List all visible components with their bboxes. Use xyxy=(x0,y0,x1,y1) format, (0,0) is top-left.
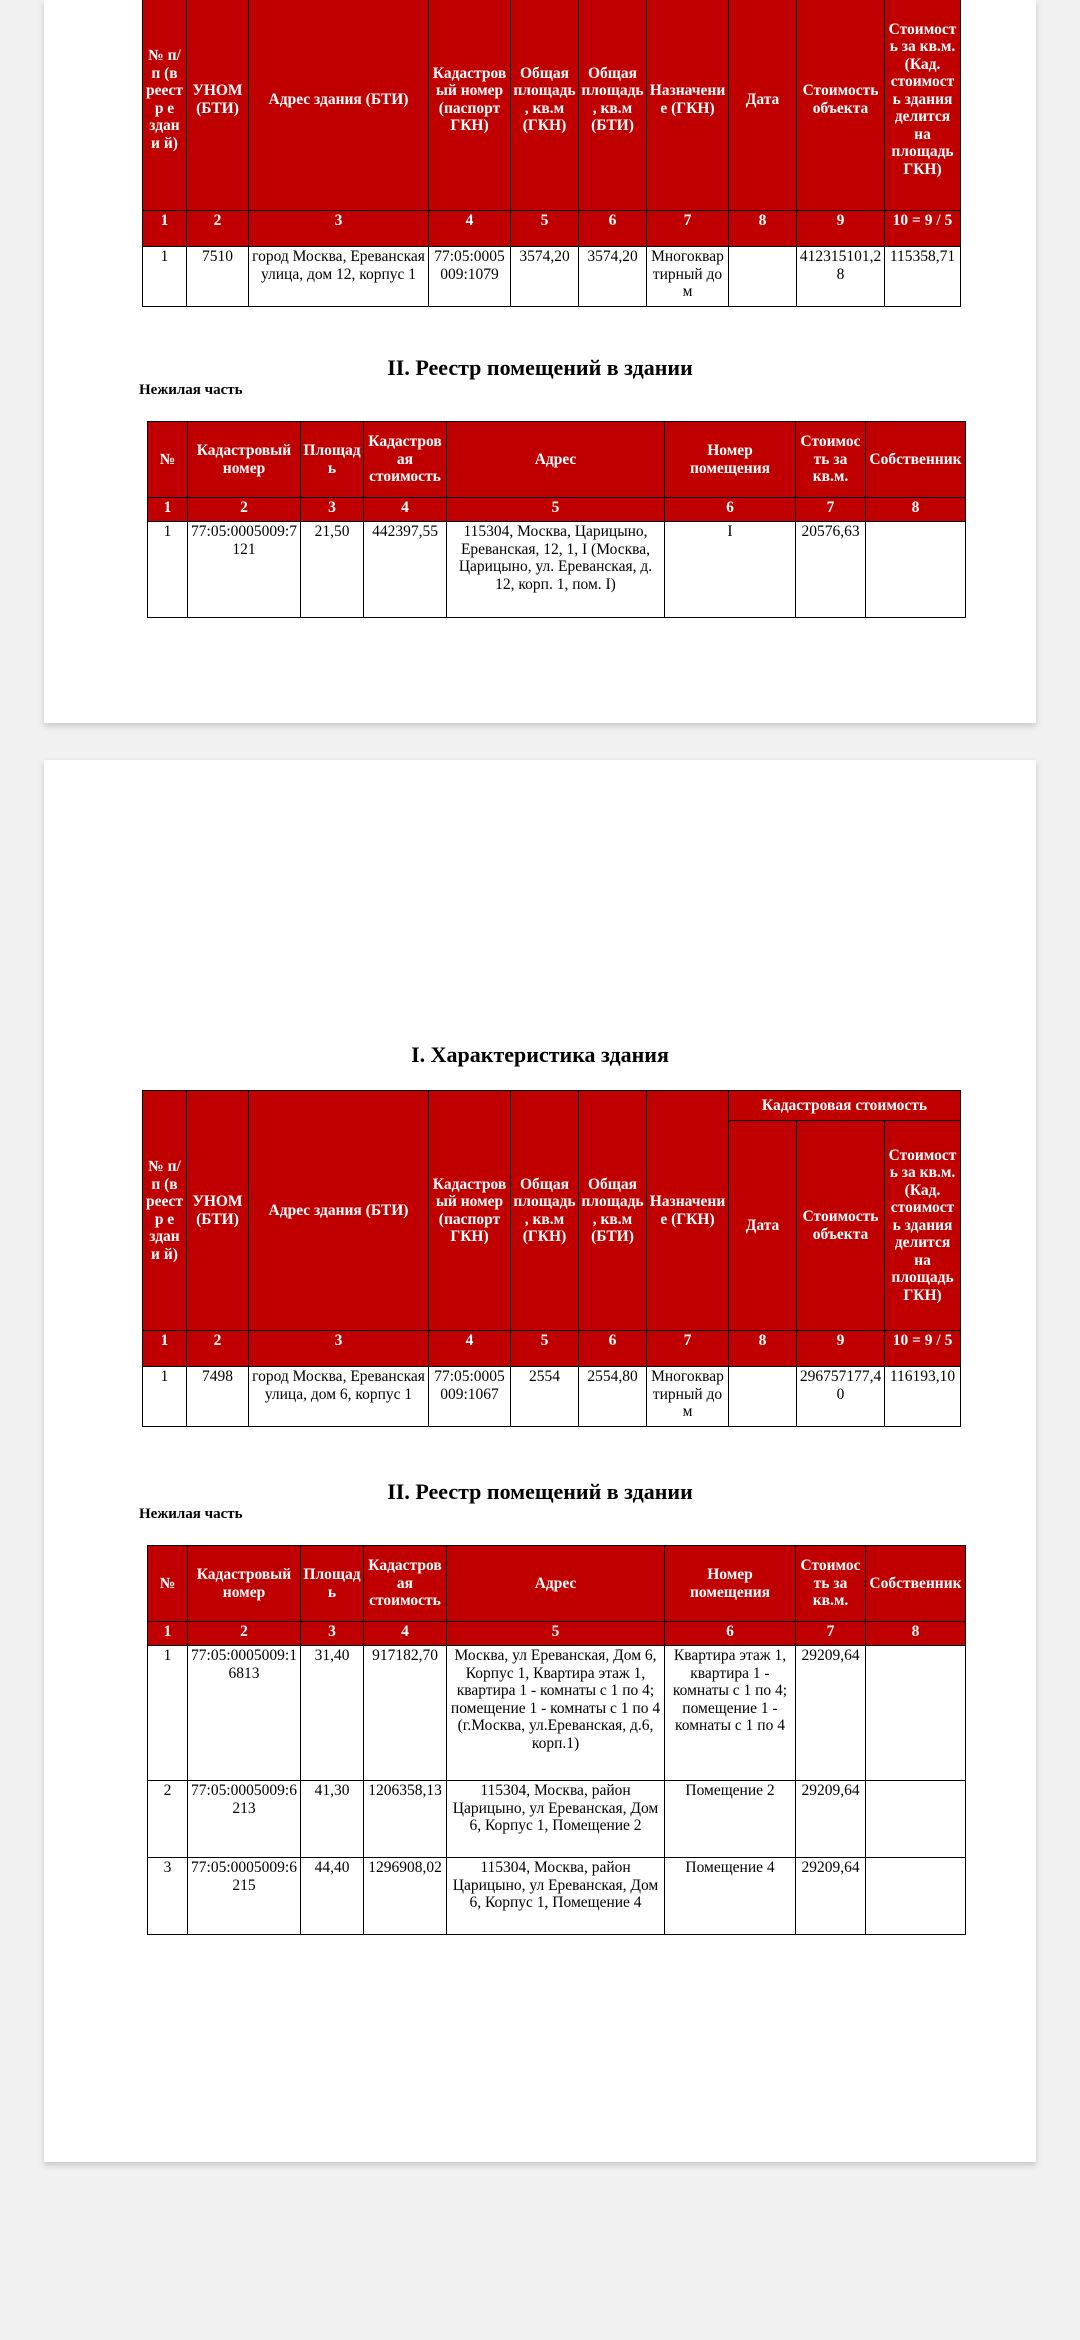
header-address: Адрес здания (БТИ) xyxy=(249,0,429,211)
cell-owner xyxy=(866,1858,966,1935)
cell-cadastral: 77:05:0005009:16813 xyxy=(188,1646,301,1781)
table-row xyxy=(148,1858,966,1935)
cell-address: 115304, Москва, Царицыно, Ереванская, 12, 1, I (Москва, Царицыно, ул. Ереванская, д. 12, корп. 1, пом. I) xyxy=(447,522,665,618)
col-number: 7 xyxy=(796,498,866,522)
header-area-bti: Общая площадь, кв.м (БТИ) xyxy=(579,1091,647,1331)
header-owner: Собственник xyxy=(866,422,966,498)
col-number: 1 xyxy=(143,1331,187,1367)
cell-owner xyxy=(866,522,966,618)
table-row xyxy=(148,522,966,618)
cell-area-gkn: 2554 xyxy=(511,1367,579,1427)
col-number: 2 xyxy=(187,211,249,247)
premises-table xyxy=(147,421,966,618)
col-number: 5 xyxy=(447,1622,665,1646)
cell-cost: 296757177,40 xyxy=(797,1367,885,1427)
header-purpose: Назначение (ГКН) xyxy=(647,0,729,211)
col-number: 8 xyxy=(729,1331,797,1367)
header-unom: УНОМ (БТИ) xyxy=(187,1091,249,1331)
col-number: 5 xyxy=(511,1331,579,1367)
header-cad-cost: Кадастровая стоимость xyxy=(364,1546,447,1622)
header-purpose: Назначение (ГКН) xyxy=(647,1091,729,1331)
table-row xyxy=(148,1781,966,1858)
building-table xyxy=(142,0,961,307)
header-cadastral: Кадастровый номер (паспорт ГКН) xyxy=(429,1091,511,1331)
cell-num: 1 xyxy=(143,247,187,307)
header-cadastral: Кадастровый номер xyxy=(188,422,301,498)
col-number: 8 xyxy=(866,1622,966,1646)
col-number: 3 xyxy=(301,1622,364,1646)
col-number: 3 xyxy=(249,1331,429,1367)
col-number: 10 = 9 / 5 xyxy=(885,1331,961,1367)
cell-cadastral: 77:05:0005009:1079 xyxy=(429,247,511,307)
col-number: 4 xyxy=(364,1622,447,1646)
header-num: № п/п (в реестр е здани й) xyxy=(143,1091,187,1331)
header-room-no: Номер помещения xyxy=(665,422,796,498)
cell-area-bti: 2554,80 xyxy=(579,1367,647,1427)
col-number: 7 xyxy=(796,1622,866,1646)
cell-area: 31,40 xyxy=(301,1646,364,1781)
col-number: 6 xyxy=(579,211,647,247)
col-number: 4 xyxy=(364,498,447,522)
header-num: № xyxy=(148,1546,188,1622)
cell-cost-per-m: 20576,63 xyxy=(796,522,866,618)
header-address: Адрес здания (БТИ) xyxy=(249,1091,429,1331)
building-table xyxy=(142,1090,961,1427)
col-number: 6 xyxy=(579,1331,647,1367)
col-number: 9 xyxy=(797,211,885,247)
cell-cost-per-m: 29209,64 xyxy=(796,1858,866,1935)
col-number: 3 xyxy=(249,211,429,247)
cell-date xyxy=(729,247,797,307)
premises-title: II. Реестр помещений в здании xyxy=(387,1479,693,1504)
header-address: Адрес xyxy=(447,422,665,498)
cell-area-bti: 3574,20 xyxy=(579,247,647,307)
header-num: № xyxy=(148,422,188,498)
col-number: 10 = 9 / 5 xyxy=(885,211,961,247)
header-address: Адрес xyxy=(447,1546,665,1622)
header-area: Площадь xyxy=(301,422,364,498)
cell-address: Москва, ул Ереванская, Дом 6, Корпус 1, Квартира этаж 1, квартира 1 - комнаты с 1 по 4; помещение 1 - комнаты с 1 по 4 (г.Москва, ул.Ереванская, д.6, корп.1) xyxy=(447,1646,665,1781)
cell-cad-cost: 1206358,13 xyxy=(364,1781,447,1858)
premises-subtitle: Нежилая часть xyxy=(139,382,243,398)
cell-area: 44,40 xyxy=(301,1858,364,1935)
col-number: 2 xyxy=(188,498,301,522)
col-number: 1 xyxy=(148,498,188,522)
header-area-gkn: Общая площадь, кв.м (ГКН) xyxy=(511,0,579,211)
header-cost: Стоимость объекта xyxy=(797,0,885,211)
cell-area-gkn: 3574,20 xyxy=(511,247,579,307)
header-room-no: Номер помещения xyxy=(665,1546,796,1622)
cell-purpose: Многоквартирный дом xyxy=(647,1367,729,1427)
header-owner: Собственник xyxy=(866,1546,966,1622)
col-number: 6 xyxy=(665,498,796,522)
cell-area: 21,50 xyxy=(301,522,364,618)
header-date: Дата xyxy=(729,1121,797,1331)
cell-address: 115304, Москва, район Царицыно, ул Ереванская, Дом 6, Корпус 1, Помещение 2 xyxy=(447,1781,665,1858)
cell-cadastral: 77:05:0005009:1067 xyxy=(429,1367,511,1427)
col-number: 3 xyxy=(301,498,364,522)
header-date: Дата xyxy=(729,0,797,211)
cell-room-no: Квартира этаж 1, квартира 1 - комнаты с 1 по 4; помещение 1 - комнаты с 1 по 4 xyxy=(665,1646,796,1781)
cell-cadastral: 77:05:0005009:7121 xyxy=(188,522,301,618)
header-cad-cost: Кадастровая стоимость xyxy=(364,422,447,498)
cell-owner xyxy=(866,1646,966,1781)
col-number: 4 xyxy=(429,1331,511,1367)
header-cadastral: Кадастровый номер (паспорт ГКН) xyxy=(429,0,511,211)
header-unom: УНОМ (БТИ) xyxy=(187,0,249,211)
header-cad-cost-group: Кадастровая стоимость xyxy=(729,1091,961,1121)
cell-num: 1 xyxy=(148,1646,188,1781)
col-number: 8 xyxy=(866,498,966,522)
cell-room-no: Помещение 2 xyxy=(665,1781,796,1858)
header-area: Площадь xyxy=(301,1546,364,1622)
col-number: 6 xyxy=(665,1622,796,1646)
cell-unom: 7498 xyxy=(187,1367,249,1427)
table-row xyxy=(143,1367,961,1427)
cell-cost-per-m: 116193,10 xyxy=(885,1367,961,1427)
premises-table xyxy=(147,1545,966,1935)
col-number: 8 xyxy=(729,211,797,247)
header-cost-per-m: Стоимость за кв.м. xyxy=(796,422,866,498)
header-area-bti: Общая площадь, кв.м (БТИ) xyxy=(579,0,647,211)
table-row xyxy=(148,1646,966,1781)
cell-cost-per-m: 115358,71 xyxy=(885,247,961,307)
cell-cadastral: 77:05:0005009:6213 xyxy=(188,1781,301,1858)
cell-address: город Москва, Ереванская улица, дом 12, корпус 1 xyxy=(249,247,429,307)
premises-title: II. Реестр помещений в здании xyxy=(387,355,693,380)
col-number: 1 xyxy=(148,1622,188,1646)
col-number: 7 xyxy=(647,1331,729,1367)
col-number: 2 xyxy=(187,1331,249,1367)
col-number: 5 xyxy=(447,498,665,522)
cell-owner xyxy=(866,1781,966,1858)
cell-address: город Москва, Ереванская улица, дом 6, корпус 1 xyxy=(249,1367,429,1427)
cell-cadastral: 77:05:0005009:6215 xyxy=(188,1858,301,1935)
cell-unom: 7510 xyxy=(187,247,249,307)
cell-cost-per-m: 29209,64 xyxy=(796,1781,866,1858)
cell-room-no: Помещение 4 xyxy=(665,1858,796,1935)
cell-cad-cost: 442397,55 xyxy=(364,522,447,618)
cell-date xyxy=(729,1367,797,1427)
cell-area: 41,30 xyxy=(301,1781,364,1858)
document-page-2 xyxy=(44,760,1036,2162)
header-area-gkn: Общая площадь, кв.м (ГКН) xyxy=(511,1091,579,1331)
col-number: 4 xyxy=(429,211,511,247)
document-page-1 xyxy=(44,0,1036,723)
header-cost-per-m: Стоимость за кв.м. (Кад. стоимость здания делится на площадь ГКН) xyxy=(885,0,961,211)
cell-room-no: I xyxy=(665,522,796,618)
col-number: 5 xyxy=(511,211,579,247)
header-cost-per-m: Стоимость за кв.м. xyxy=(796,1546,866,1622)
col-number: 2 xyxy=(188,1622,301,1646)
cell-cost: 412315101,28 xyxy=(797,247,885,307)
cell-cost-per-m: 29209,64 xyxy=(796,1646,866,1781)
cell-cad-cost: 1296908,02 xyxy=(364,1858,447,1935)
header-num: № п/п (в реестр е здани й) xyxy=(143,0,187,211)
cell-purpose: Многоквартирный дом xyxy=(647,247,729,307)
cell-address: 115304, Москва, район Царицыно, ул Ереванская, Дом 6, Корпус 1, Помещение 4 xyxy=(447,1858,665,1935)
header-cost-per-m: Стоимость за кв.м. (Кад. стоимость здания делится на площадь ГКН) xyxy=(885,1121,961,1331)
building-title: I. Характеристика здания xyxy=(411,1042,669,1067)
cell-cad-cost: 917182,70 xyxy=(364,1646,447,1781)
header-cadastral: Кадастровый номер xyxy=(188,1546,301,1622)
table-row xyxy=(143,247,961,307)
col-number: 7 xyxy=(647,211,729,247)
header-cost: Стоимость объекта xyxy=(797,1121,885,1331)
premises-subtitle: Нежилая часть xyxy=(139,1506,243,1522)
cell-num: 1 xyxy=(143,1367,187,1427)
col-number: 9 xyxy=(797,1331,885,1367)
cell-num: 2 xyxy=(148,1781,188,1858)
cell-num: 3 xyxy=(148,1858,188,1935)
cell-num: 1 xyxy=(148,522,188,618)
col-number: 1 xyxy=(143,211,187,247)
